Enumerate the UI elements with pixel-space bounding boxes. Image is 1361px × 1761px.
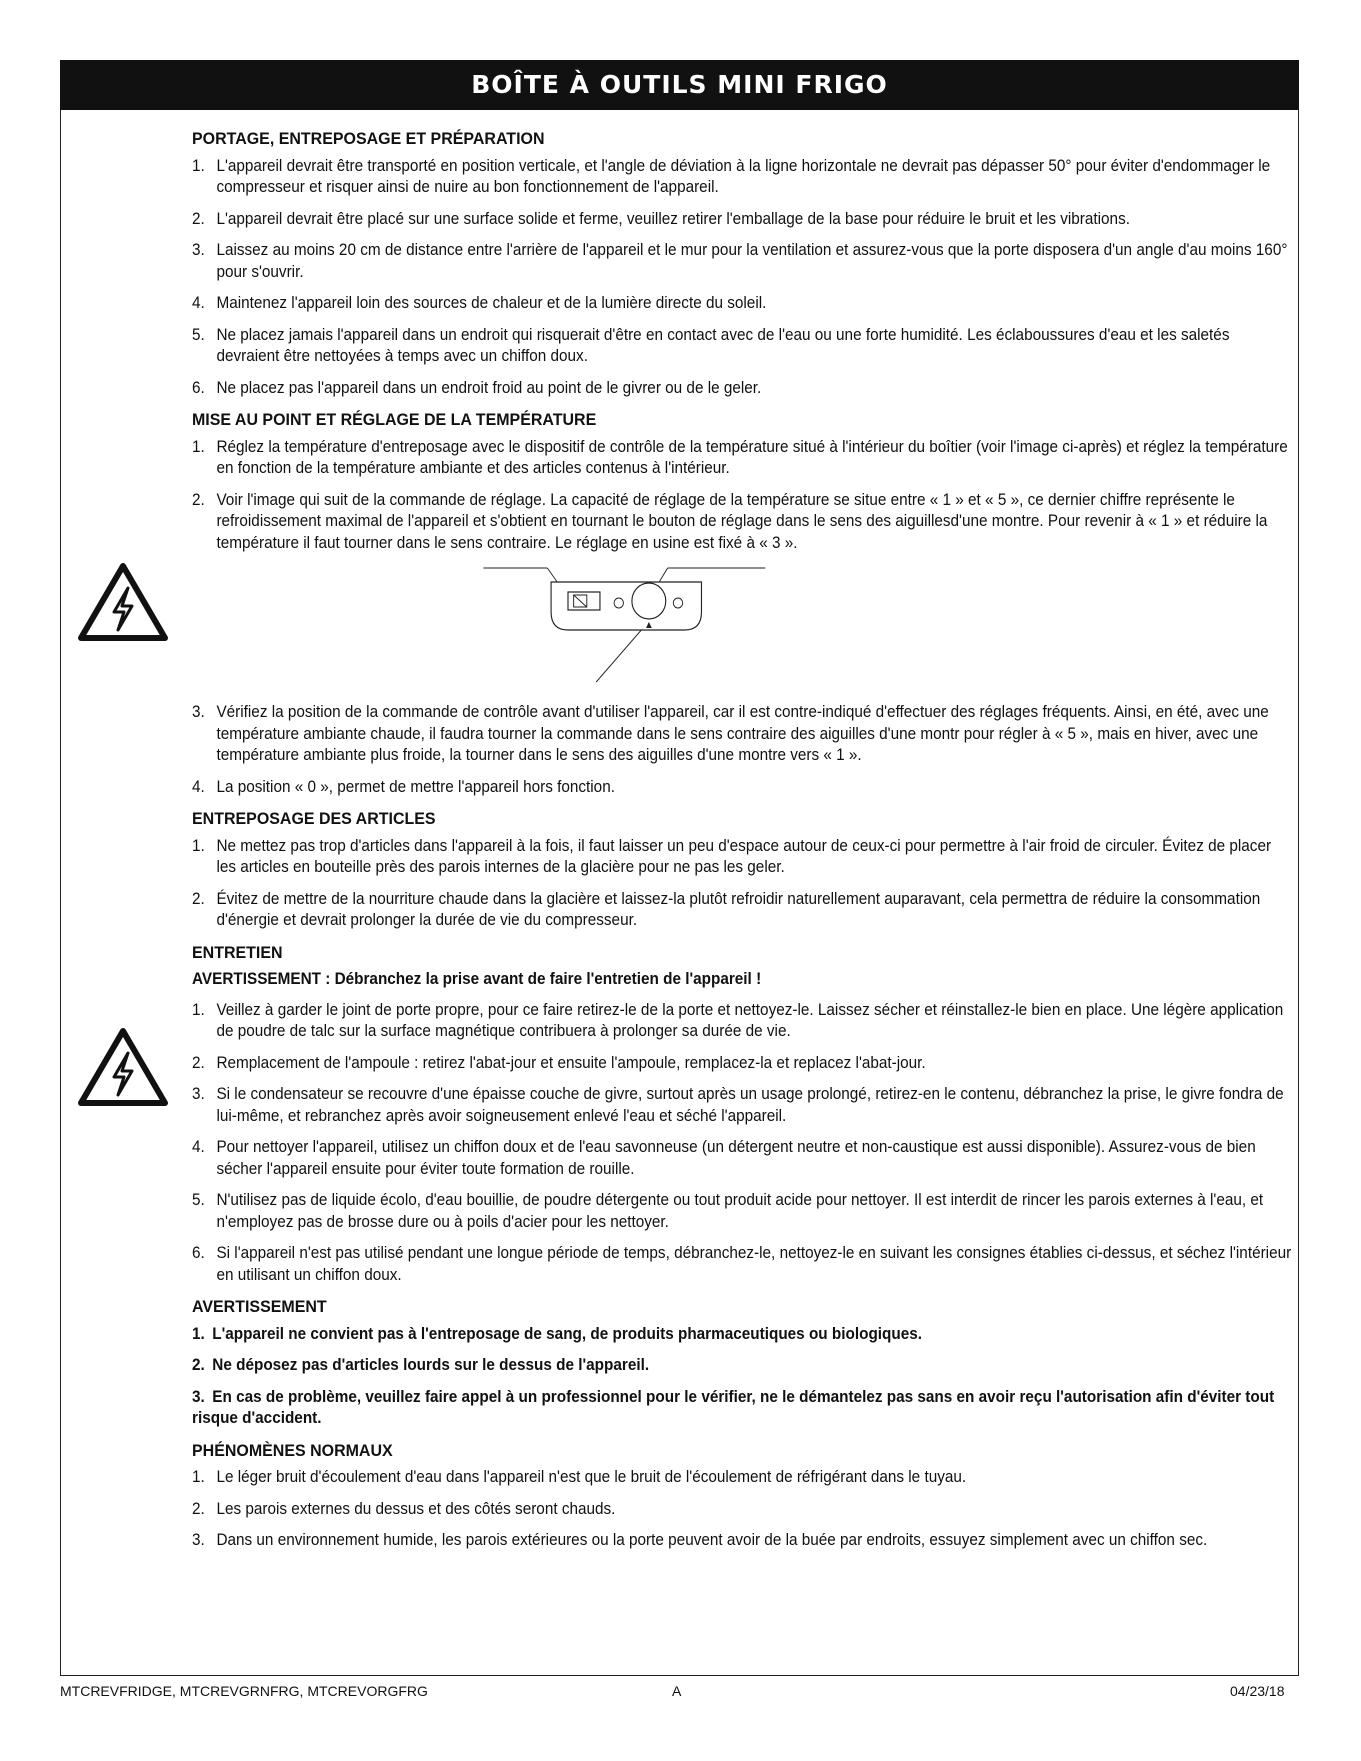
maintenance-warning: AVERTISSEMENT : Débranchez la prise avant de faire l'entretien de l'appareil ! bbox=[192, 970, 762, 988]
list-item: 3. Si le condensateur se recouvre d'une épaisse couche de givre, surtout après un usage prolongé, retirez-en le contenu, débranchez la prise, le givre fondra de lui-même, et rebranchez après avoir soigneusement enlevé l'eau et séché l'appareil. bbox=[192, 1085, 1284, 1125]
list-miseaupoint-cont bbox=[192, 702, 1292, 798]
section-title-entretien: ENTRETIEN bbox=[192, 942, 283, 962]
list-miseaupoint bbox=[192, 437, 1292, 555]
page-title: BOÎTE À OUTILS MINI FRIGO bbox=[60, 60, 1299, 110]
list-item: 3. Dans un environnement humide, les parois extérieures ou la porte peuvent avoir de la buée par endroits, essuyez simplement avec un chiffon sec. bbox=[192, 1531, 1208, 1549]
thermostat-diagram bbox=[192, 564, 1292, 694]
electric-hazard-icon bbox=[76, 560, 170, 644]
list-item: 1. Veillez à garder le joint de porte propre, pour ce faire retirez-le de la porte et nettoyez-le. Laissez sécher et réinstallez-le bien en place. Une légère application de poudre de talc sur la surface magnétique contribuera à prolonger sa durée de vie. bbox=[192, 1000, 1284, 1040]
section-title-avertissement: AVERTISSEMENT bbox=[192, 1297, 327, 1316]
list-entreposage bbox=[192, 836, 1292, 932]
list-item: 3. Vérifiez la position de la commande de contrôle avant d'utiliser l'appareil, car il est contre-indiqué d'effectuer des réglages fréquents. Ainsi, en été, avec une température ambiante chaude, il faudra tourner la commande dans le sens contraire des aiguilles d'une montr pour régler à « 5 », mais en hiver, avec une température ambiante plus froide, la tourner dans le sens des aiguilles d'une montre vers « 1 ». bbox=[192, 703, 1269, 764]
list-item: 3. Laissez au moins 20 cm de distance entre l'arrière de l'appareil et le mur pour la ventilation et assurez-vous que la porte disposera d'un angle d'au moins 160° pour s'ouvrir. bbox=[192, 241, 1288, 281]
section-title-phenomenes: PHÉNOMÈNES NORMAUX bbox=[192, 1440, 393, 1460]
electric-hazard-icon bbox=[76, 1025, 170, 1109]
list-item: 3. En cas de problème, veuillez faire appel à un professionnel pour le vérifier, ne le démantelez pas sans en avoir reçu l'autorisation afin d'éviter tout risque d'accident. bbox=[192, 1387, 1275, 1427]
list-item: 5. N'utilisez pas de liquide écolo, d'eau bouillie, de poudre détergente ou tout produit acide pour nettoyer. Il est interdit de rincer les parois externes à l'eau, et n'employez pas de brosse dure ou à poils d'acier pour les nettoyer. bbox=[192, 1191, 1264, 1231]
section-title-miseaupoint: MISE AU POINT ET RÉGLAGE DE LA TEMPÉRATURE bbox=[192, 410, 597, 429]
list-avertissement bbox=[192, 1324, 1292, 1430]
list-item: 1. Réglez la température d'entreposage avec le dispositif de contrôle de la température situé à l'intérieur du boîtier (voir l'image ci-après) et réglez la température en fonction de la température ambiante et des articles contenus à l'intérieur. bbox=[192, 437, 1288, 477]
footer-page: A bbox=[672, 1683, 682, 1699]
footer-date: 04/23/18 bbox=[1230, 1683, 1285, 1699]
list-item: 1. Ne mettez pas trop d'articles dans l'appareil à la fois, il faut laisser un peu d'espace autour de ceux-ci pour permettre à l'air froid de circuler. Évitez de placer les articles en bouteille près des parois internes de la glacière pour ne pas les geler. bbox=[192, 836, 1272, 876]
list-item: 4. Maintenez l'appareil loin des sources de chaleur et de la lumière directe du soleil. bbox=[192, 294, 767, 312]
list-item: 1. L'appareil devrait être transporté en position verticale, et l'angle de déviation à la ligne horizontale ne devrait pas dépasser 50° pour éviter d'endommager le compresseur et risquer ainsi de nuire au bon fonctionnement de l'appareil. bbox=[192, 156, 1271, 196]
list-item: 4. Pour nettoyer l'appareil, utilisez un chiffon doux et de l'eau savonneuse (un détergent neutre et non-caustique est aussi disponible). Assurez-vous de bien sécher l'appareil ensuite pour éviter toute formation de rouille. bbox=[192, 1138, 1256, 1178]
list-item: 2. Ne déposez pas d'articles lourds sur le dessus de l'appareil. bbox=[192, 1356, 650, 1374]
list-item: 2. L'appareil devrait être placé sur une surface solide et ferme, veuillez retirer l'emballage de la base pour réduire le bruit et les vibrations. bbox=[192, 209, 1130, 228]
list-portage bbox=[192, 156, 1292, 400]
list-item: 6. Si l'appareil n'est pas utilisé pendant une longue période de temps, débranchez-le, nettoyez-le en suivant les consignes établies ci-dessus, et séchez l'intérieur en utilisant un chiffon doux. bbox=[192, 1244, 1292, 1284]
footer-models: MTCREVFRIDGE, MTCREVGRNFRG, MTCREVORGFRG bbox=[60, 1683, 428, 1699]
list-item: 1. Le léger bruit d'écoulement d'eau dans l'appareil n'est que le bruit de l'écoulement de réfrigérant dans le tuyau. bbox=[192, 1468, 967, 1486]
svg-text:▲: ▲ bbox=[645, 619, 652, 630]
list-item: 4. La position « 0 », permet de mettre l'appareil hors fonction. bbox=[192, 777, 615, 796]
list-item: 2. Voir l'image qui suit de la commande de réglage. La capacité de réglage de la température se situe entre « 1 » et « 5 », ce dernier chiffre représente le refroidissement maximal de l'appareil et s'obtient en tournant le bouton de réglage dans le sens des aiguillesd'une montre. Pour revenir à « 1 » et réduire la température il faut tourner dans le sens contraire. Le réglage en usine est fixé à « 3 ». bbox=[192, 490, 1268, 552]
list-item: 5. Ne placez jamais l'appareil dans un endroit qui risquerait d'être en contact avec de l'eau ou une forte humidité. Les éclaboussures d'eau et les saletés devraient être nettoyées à temps avec un chiffon doux. bbox=[192, 325, 1230, 365]
list-item: 6. Ne placez pas l'appareil dans un endroit froid au point de le givrer ou de le geler. bbox=[192, 378, 762, 397]
list-item: 2. Évitez de mettre de la nourriture chaude dans la glacière et laissez-la plutôt refroidir naturellement auparavant, cela permettra de réduire la consommation d'énergie et devrait prolonger la durée de vie du compresseur. bbox=[192, 889, 1261, 929]
list-entretien bbox=[192, 1000, 1292, 1287]
section-title-entreposage: ENTREPOSAGE DES ARTICLES bbox=[192, 809, 436, 828]
section-title-portage: PORTAGE, ENTREPOSAGE ET PRÉPARATION bbox=[192, 129, 545, 148]
list-phenomenes bbox=[192, 1467, 1292, 1552]
list-item: 1. L'appareil ne convient pas à l'entreposage de sang, de produits pharmaceutiques ou biologiques. bbox=[192, 1324, 923, 1343]
thermostat-control-drawing bbox=[483, 564, 784, 692]
list-item: 2. Les parois externes du dessus et des côtés seront chauds. bbox=[192, 1499, 616, 1518]
document-body bbox=[192, 124, 1292, 1562]
list-item: 2. Remplacement de l'ampoule : retirez l'abat-jour et ensuite l'ampoule, remplacez-la et replacez l'abat-jour. bbox=[192, 1053, 926, 1072]
